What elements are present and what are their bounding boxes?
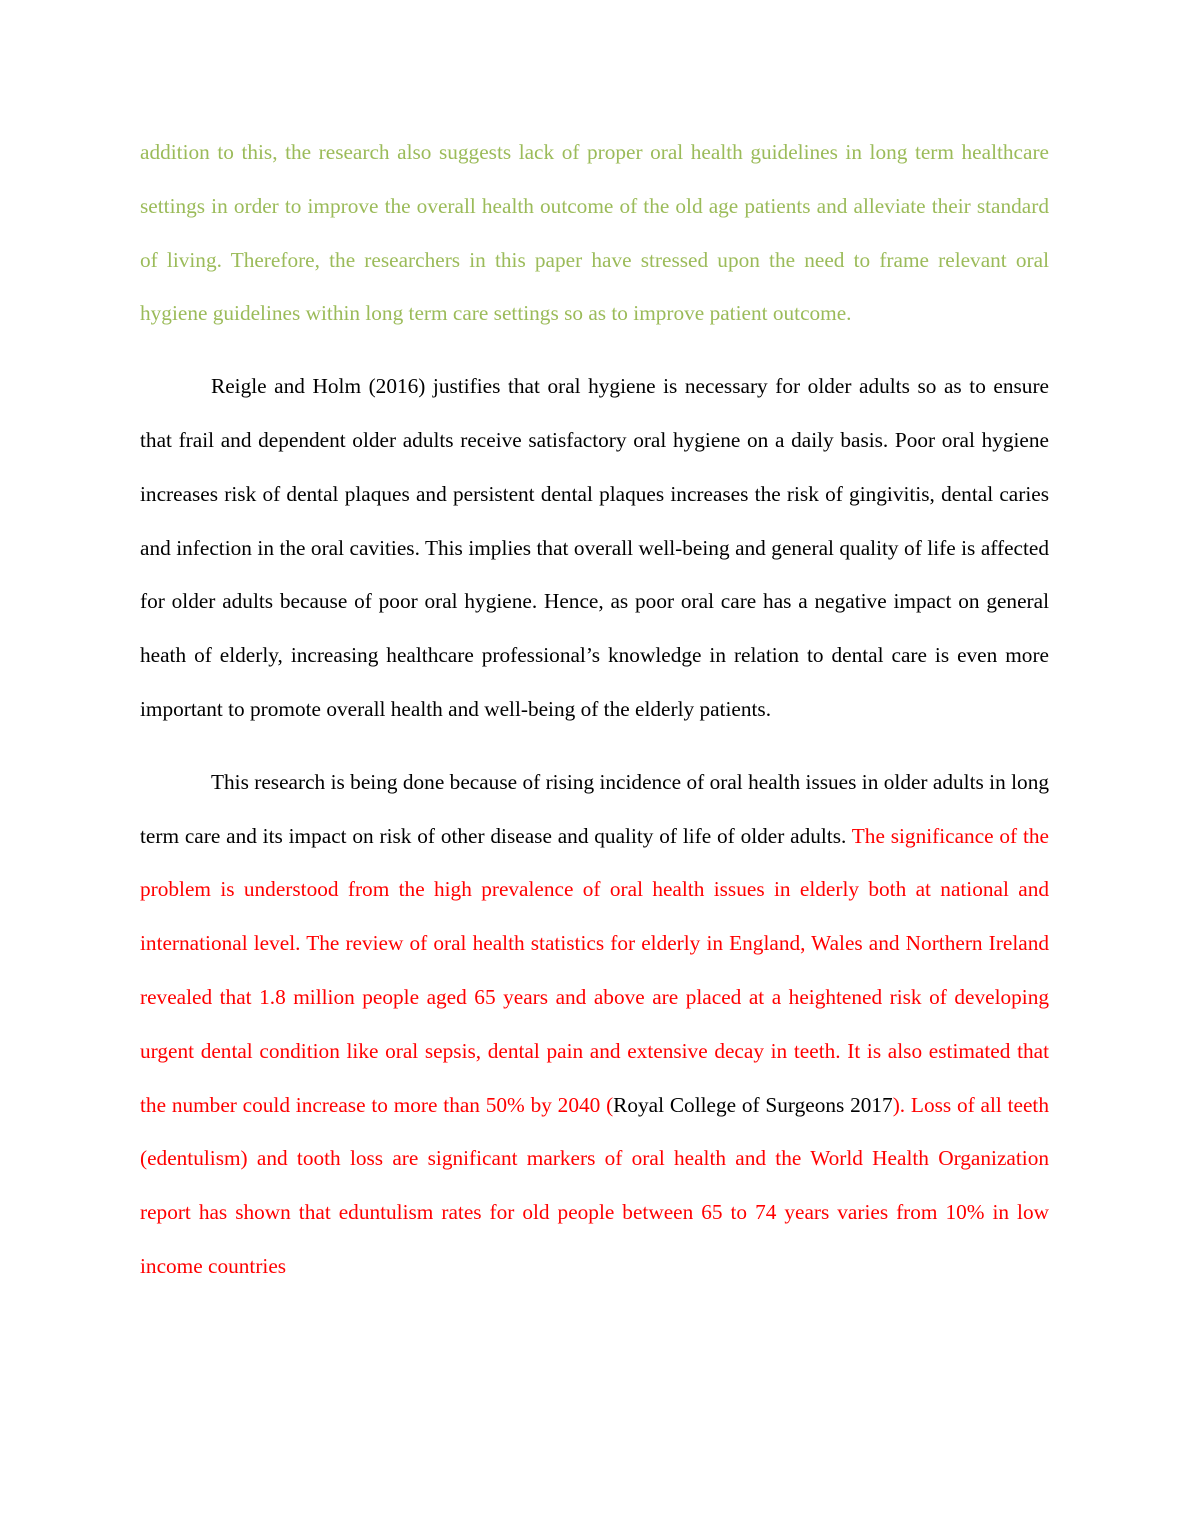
paragraph-research-rationale xyxy=(140,756,1049,1294)
text-run: Reigle and Holm (2016) justifies that oral hygiene is necessary for older adults so as to ensure that frail and dependent older adults receive satisfactory oral hygiene on a daily basis. Poor oral hygiene increases risk of dental plaques and persistent dental plaques increases the risk of gingivitis, dental caries and infection in the oral cavities. This implies that overall well-being and general quality of life is affected for older adults because of poor oral hygiene. Hence, as poor oral care has a negative impact on general heath of elderly, increasing healthcare professional’s knowledge in relation to dental care is even more important to promote overall health and well-being of the elderly patients. xyxy=(140,374,1049,721)
paragraph-guidelines xyxy=(140,126,1049,341)
text-run-highlight: The significance of the problem is understood from the high prevalence of oral health issues in elderly both at national and international level. The review of oral health statistics for elderly in England, Wales and Northern Ireland revealed that 1.8 million people aged 65 years and above are placed at a heightened risk of developing urgent dental condition like oral sepsis, dental pain and extensive decay in teeth. It is also estimated that the number could increase to more than 50% by 2040 ( xyxy=(140,823,1049,1117)
citation: Royal College of Surgeons 2017 xyxy=(613,1092,893,1117)
paragraph-reigle-holm xyxy=(140,360,1049,737)
text-run-highlight: ). Loss of all teeth (edentulism) and tooth loss are significant markers of oral health and the World Health Organization report has shown that eduntulism rates for old people between 65 to 74 years varies from 10% in low income countries xyxy=(140,1092,1049,1278)
document-page xyxy=(140,126,1049,1313)
text-run: This research is being done because of rising incidence of oral health issues in older adults in long term care and its impact on risk of other disease and quality of life of older adults. xyxy=(140,769,1049,848)
text-run: addition to this, the research also suggests lack of proper oral health guidelines in long term healthcare settings in order to improve the overall health outcome of the old age patients and alleviate their standard of living. Therefore, the researchers in this paper have stressed upon the need to frame relevant oral hygiene guidelines within long term care settings so as to improve patient outcome. xyxy=(140,140,1049,326)
